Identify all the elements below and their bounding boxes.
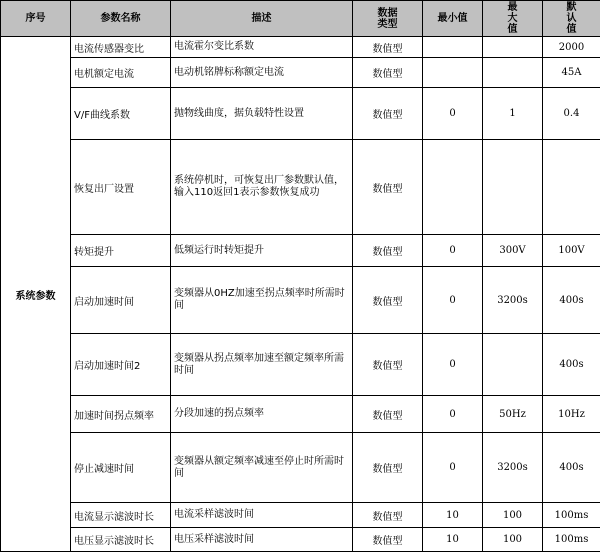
param-type-cell: 数值型 (353, 267, 423, 334)
table-row (1, 58, 600, 88)
param-name-cell: 启动加速时间 (71, 267, 171, 334)
param-desc-cell: 电流采样滤波时间 (171, 503, 353, 528)
param-min-cell: 0 (423, 334, 483, 396)
param-type-cell: 数值型 (353, 433, 423, 503)
header-min: 最小值 (423, 1, 483, 37)
param-default-cell: 2000 (543, 37, 600, 58)
param-type-cell: 数值型 (353, 58, 423, 88)
param-type-cell: 数值型 (353, 396, 423, 433)
param-max-cell (483, 58, 543, 88)
param-default-cell: 400s (543, 433, 600, 503)
header-desc: 描述 (171, 1, 353, 37)
param-max-cell: 3200s (483, 267, 543, 334)
param-max-cell: 300V (483, 235, 543, 267)
table-row (1, 267, 600, 334)
param-type-cell: 数值型 (353, 528, 423, 552)
param-default-cell: 400s (543, 334, 600, 396)
param-default-cell: 0.4 (543, 88, 600, 140)
param-desc-cell: 变频器从拐点频率加速至额定频率所需时间 (171, 334, 353, 396)
param-name-cell: 停止减速时间 (71, 433, 171, 503)
param-name-cell: V/F曲线系数 (71, 88, 171, 140)
param-desc-cell: 电流霍尔变比系数 (171, 37, 353, 58)
param-type-cell: 数值型 (353, 235, 423, 267)
param-max-cell (483, 140, 543, 235)
param-max-cell: 3200s (483, 433, 543, 503)
param-name-cell: 电流传感器变比 (71, 37, 171, 58)
param-name-cell: 加速时间拐点频率 (71, 396, 171, 433)
param-type-cell: 数值型 (353, 334, 423, 396)
param-name-cell: 启动加速时间2 (71, 334, 171, 396)
table-row (1, 528, 600, 552)
param-default-cell: 100V (543, 235, 600, 267)
header-name: 参数名称 (71, 1, 171, 37)
param-desc-cell: 电动机铭牌标称额定电流 (171, 58, 353, 88)
param-name-cell: 恢复出厂设置 (71, 140, 171, 235)
header-max: 最 大 值 (483, 1, 543, 37)
table-row (1, 396, 600, 433)
param-max-cell: 100 (483, 503, 543, 528)
table-row (1, 88, 600, 140)
param-min-cell: 0 (423, 235, 483, 267)
param-desc-cell: 抛物线曲度，据负载特性设置 (171, 88, 353, 140)
group-label: 系统参数 (1, 37, 71, 552)
param-default-cell: 10Hz (543, 396, 600, 433)
param-min-cell: 0 (423, 88, 483, 140)
param-name-cell: 转矩提升 (71, 235, 171, 267)
param-default-cell: 100ms (543, 528, 600, 552)
param-type-cell: 数值型 (353, 88, 423, 140)
param-name-cell: 电机额定电流 (71, 58, 171, 88)
param-type-cell: 数值型 (353, 140, 423, 235)
param-min-cell (423, 140, 483, 235)
param-default-cell: 400s (543, 267, 600, 334)
param-default-cell: 100ms (543, 503, 600, 528)
param-desc-cell: 变频器从0HZ加速至拐点频率时所需时间 (171, 267, 353, 334)
param-default-cell: 45A (543, 58, 600, 88)
param-max-cell: 100 (483, 528, 543, 552)
param-max-cell: 1 (483, 88, 543, 140)
header-seq: 序号 (1, 1, 71, 37)
param-min-cell (423, 58, 483, 88)
param-min-cell: 0 (423, 396, 483, 433)
table-row (1, 503, 600, 528)
param-default-cell (543, 140, 600, 235)
param-min-cell (423, 37, 483, 58)
param-desc-cell: 系统停机时，可恢复出厂参数默认值，输入110返回1表示参数恢复成功 (171, 140, 353, 235)
param-type-cell: 数值型 (353, 37, 423, 58)
header-type: 数据 类型 (353, 1, 423, 37)
param-type-cell: 数值型 (353, 503, 423, 528)
table-row (1, 433, 600, 503)
param-name-cell: 电流显示滤波时长 (71, 503, 171, 528)
table-row (1, 235, 600, 267)
param-max-cell (483, 334, 543, 396)
table-row (1, 37, 600, 58)
param-desc-cell: 电压采样滤波时间 (171, 528, 353, 552)
param-min-cell: 10 (423, 503, 483, 528)
header-default: 默 认 值 (543, 1, 600, 37)
param-name-cell: 电压显示滤波时长 (71, 528, 171, 552)
table-row (1, 140, 600, 235)
param-min-cell: 10 (423, 528, 483, 552)
param-max-cell (483, 37, 543, 58)
param-desc-cell: 变频器从额定频率减速至停止时所需时间 (171, 433, 353, 503)
param-desc-cell: 低频运行时转矩提升 (171, 235, 353, 267)
param-min-cell: 0 (423, 433, 483, 503)
param-max-cell: 50Hz (483, 396, 543, 433)
header-row (1, 1, 600, 37)
param-desc-cell: 分段加速的拐点频率 (171, 396, 353, 433)
table-row (1, 334, 600, 396)
param-min-cell: 0 (423, 267, 483, 334)
